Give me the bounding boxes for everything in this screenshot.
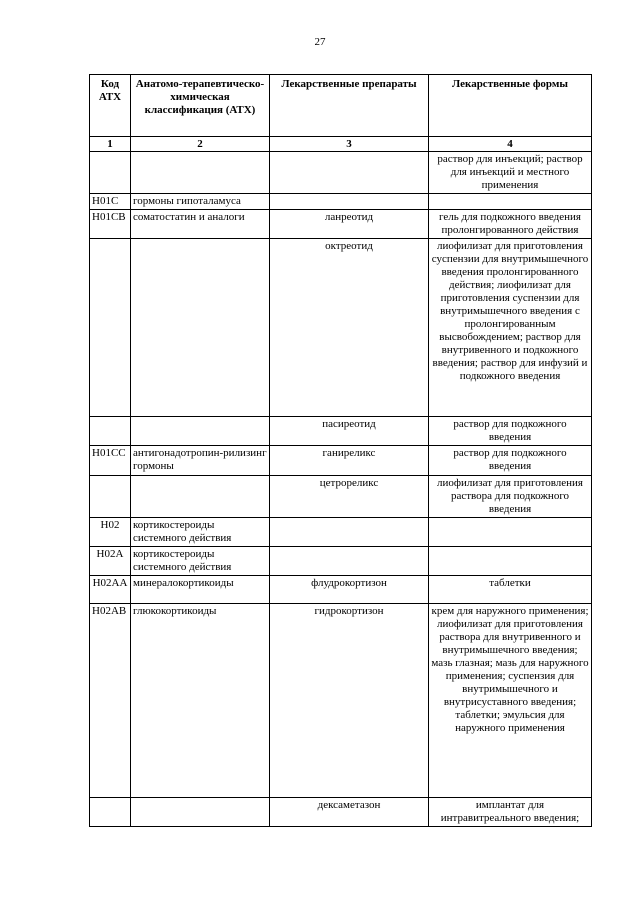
atc-code: H02 [90, 518, 131, 547]
header-forms: Лекарственные формы [429, 75, 592, 137]
column-number: 3 [270, 137, 429, 152]
dosage-forms [429, 194, 592, 210]
column-number: 4 [429, 137, 592, 152]
classification [131, 476, 270, 518]
classification: минералокортикоиды [131, 576, 270, 604]
drug-name [270, 194, 429, 210]
table-row [90, 476, 592, 518]
atc-code: H02AB [90, 604, 131, 798]
header-code: Код АТХ [90, 75, 131, 137]
atc-code [90, 152, 131, 194]
atc-code: H02AA [90, 576, 131, 604]
dosage-forms: имплантат для интравитреального введения; [429, 798, 592, 827]
drug-name: пасиреотид [270, 417, 429, 446]
classification: гормоны гипоталамуса [131, 194, 270, 210]
drug-name: гидрокортизон [270, 604, 429, 798]
table-row [90, 518, 592, 547]
page-number: 27 [314, 36, 326, 48]
drug-name [270, 518, 429, 547]
atc-code [90, 798, 131, 827]
drug-name: ганиреликс [270, 446, 429, 476]
atc-code: H01CC [90, 446, 131, 476]
classification: антигонадотропин-рилизинг гормоны [131, 446, 270, 476]
atc-drug-table [89, 74, 592, 827]
dosage-forms: раствор для подкожного введения [429, 446, 592, 476]
column-number: 2 [131, 137, 270, 152]
table-row [90, 239, 592, 417]
classification: глюкокортикоиды [131, 604, 270, 798]
drug-name: флудрокортизон [270, 576, 429, 604]
atc-code [90, 239, 131, 417]
classification [131, 798, 270, 827]
dosage-forms: раствор для подкожного введения [429, 417, 592, 446]
dosage-forms: таблетки [429, 576, 592, 604]
header-row [90, 75, 592, 137]
atc-code: H02A [90, 547, 131, 576]
atc-code: H01CB [90, 210, 131, 239]
column-number-row [90, 137, 592, 152]
drug-name: ланреотид [270, 210, 429, 239]
header-drugs: Лекарственные препараты [270, 75, 429, 137]
dosage-forms: лиофилизат для приготовления раствора для подкожного введения [429, 476, 592, 518]
dosage-forms: крем для наружного применения; лиофилизат для приготовления раствора для внутривенного и внутримышечного введения; мазь глазная; мазь для наружного применения; суспензия для внутримышечного и внутрисуставного введения; таблетки; эмульсия для наружного применения [429, 604, 592, 798]
table-row [90, 446, 592, 476]
classification: кортикостероиды системного действия [131, 518, 270, 547]
dosage-forms: гель для подкожного введения пролонгированного действия [429, 210, 592, 239]
drug-name [270, 152, 429, 194]
atc-code [90, 417, 131, 446]
dosage-forms: раствор для инъекций; раствор для инъекций и местного применения [429, 152, 592, 194]
classification [131, 239, 270, 417]
column-number: 1 [90, 137, 131, 152]
dosage-forms [429, 518, 592, 547]
table-row [90, 194, 592, 210]
table-row [90, 210, 592, 239]
classification [131, 417, 270, 446]
drug-name: октреотид [270, 239, 429, 417]
classification: соматостатин и аналоги [131, 210, 270, 239]
dosage-forms [429, 547, 592, 576]
classification [131, 152, 270, 194]
drug-name: дексаметазон [270, 798, 429, 827]
drug-name: цетрореликс [270, 476, 429, 518]
atc-code [90, 476, 131, 518]
table-row [90, 576, 592, 604]
atc-code: H01C [90, 194, 131, 210]
dosage-forms: лиофилизат для приготовления суспензии для внутримышечного введения пролонгированного действия; лиофилизат для приготовления суспензии для внутримышечного введения с пролонгированным высвобождением; раствор для внутривенного и подкожного введения; раствор для инфузий и подкожного введения [429, 239, 592, 417]
drug-name [270, 547, 429, 576]
header-classification: Анатомо-терапевтическо-химическая классификация (АТХ) [131, 75, 270, 137]
classification: кортикостероиды системного действия [131, 547, 270, 576]
table-row [90, 604, 592, 798]
table-row [90, 152, 592, 194]
table-row [90, 798, 592, 827]
table-row [90, 547, 592, 576]
table-row [90, 417, 592, 446]
